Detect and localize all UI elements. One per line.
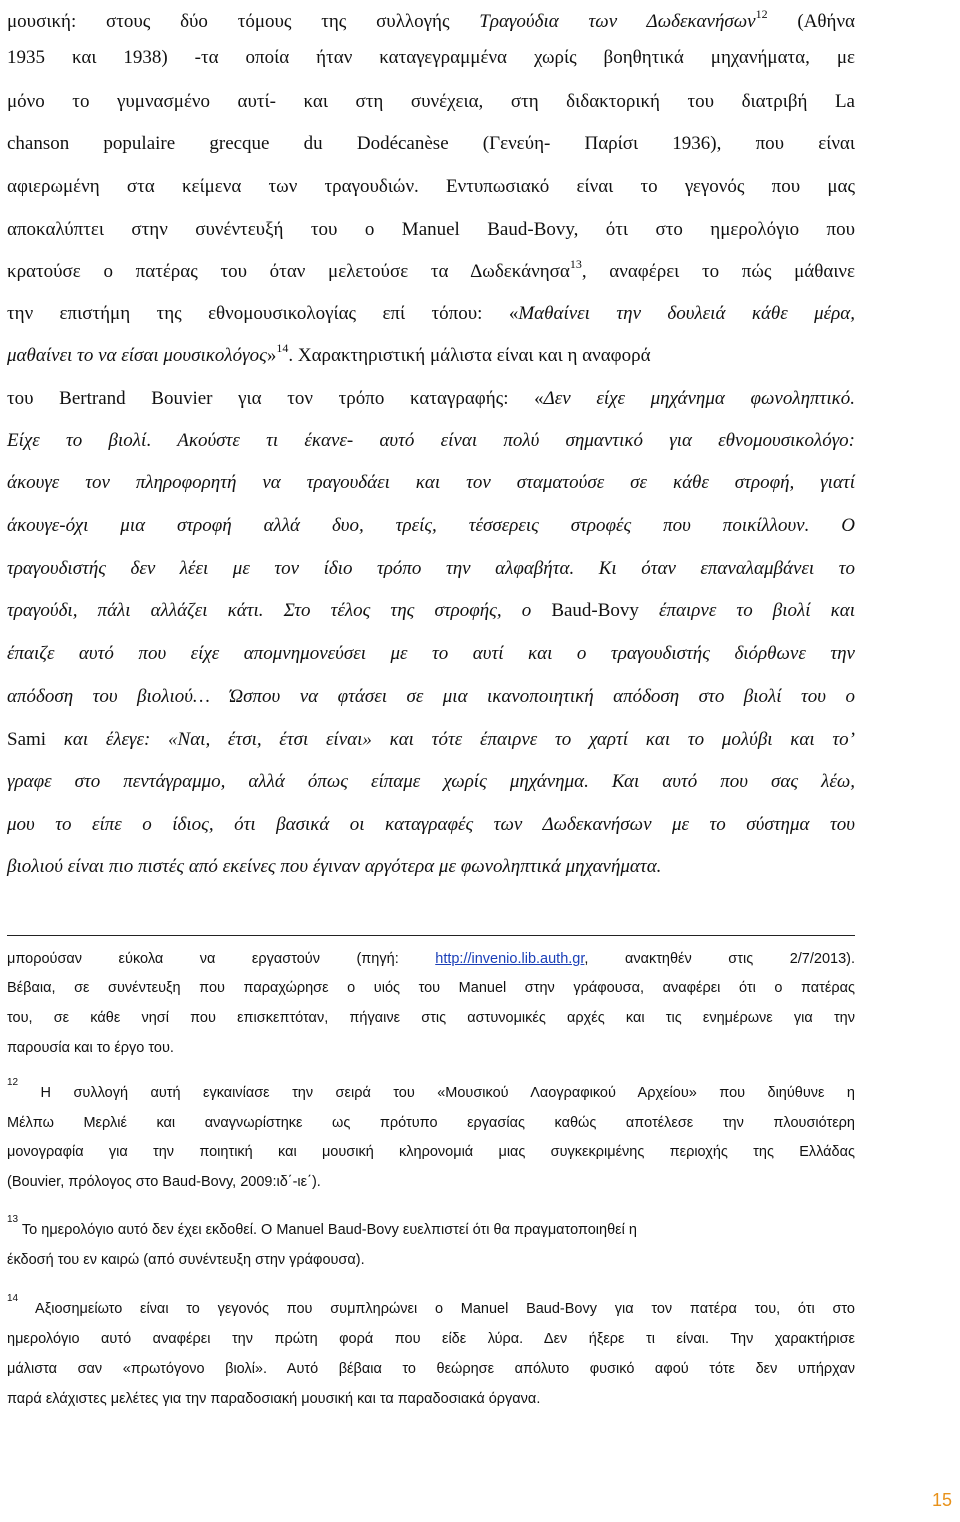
- footnote-line: Βέβαια, σε συνέντευξη που παραχώρησε ο υιός του Manuel στην γράφουσα, αναφέρει ότι ο πατέρας: [7, 980, 855, 996]
- body-line: αφιερωμένη στα κείμενα των τραγουδιών. Εντυπωσιακό είναι το γεγονός που μας: [7, 176, 855, 197]
- body-line: γραφε στο πεντάγραμμο, αλλά όπως είπαμε χωρίς μηχάνημα. Και αυτό που σας λέω,: [7, 771, 855, 792]
- footnote-number: 14: [7, 1293, 19, 1305]
- body-line: άκουγε τον πληροφορητή να τραγουδάει και τον σταματούσε σε κάθε στροφή, γιατί: [7, 472, 855, 493]
- body-line: κρατούσε ο πατέρας του όταν μελετούσε τα Δωδεκάνησα$^{13}$, αναφέρει το πώς μάθαινε: [7, 256, 855, 282]
- footnote-line: του, σε κάθε νησί που επισκεπτόταν, πήγαινε στις αστυνομικές αρχές και τις ενημέρωνε για την: [7, 1010, 855, 1026]
- body-line: βιολιού είναι πιο πιστές από εκείνες που έγιναν αργότερα με φωνοληπτικά μηχανήματα.: [7, 856, 662, 877]
- book-title: Τραγούδια των Δωδεκανήσων: [479, 11, 756, 32]
- footnote-12: $^{12}$ Η συλλογή αυτή εγκαινίασε την σειρά του «Μουσικού Λαογραφικού Αρχείου» που διηύθυνε η: [7, 1077, 855, 1101]
- footnote-line: έκδοσή του εν καιρώ (από συνέντευξη στην γράφουσα).: [7, 1252, 365, 1268]
- footnote-line: παρά ελάχιστες μελέτες για την παραδοσιακή μουσική και τα παραδοσιακά όργανα.: [7, 1391, 541, 1407]
- footnote-line: (Bouvier, πρόλογος στο Baud-Bovy, 2009:ιδ΄-ιε΄).: [7, 1174, 321, 1190]
- footnote-line: μονογραφία για την ποιητική και μουσική κληρονομιά μιας συγκεκριμένης περιοχής της Ελλάδας: [7, 1144, 855, 1160]
- source-link[interactable]: http://invenio.lib.auth.gr: [435, 951, 585, 967]
- body-line: μόνο το γυμνασμένο αυτί- και στη συνέχεια, στη διδακτορική του διατριβή La: [7, 91, 855, 112]
- body-line: την επιστήμη της εθνομουσικολογίας επί τόπου: «Μαθαίνει την δουλειά κάθε μέρα,: [7, 303, 856, 324]
- footnote-line: Μέλπω Μερλιέ και αναγνωρίστηκε ως πρότυπο εργασίας καθώς αποτέλεσε την πλουσιότερη: [7, 1115, 855, 1131]
- body-line: απόδοση του βιολιού… Ώσπου να φτάσει σε μια ικανοποιητική απόδοση στο βιολί του ο: [7, 686, 855, 707]
- footnote-13: $^{13}$ Το ημερολόγιο αυτό δεν έχει εκδοθεί. Ο Manuel Baud-Bovy ευελπιστεί ότι θα πραγματοποιηθεί η: [7, 1214, 637, 1238]
- footnote-ref-12[interactable]: 12: [755, 6, 768, 21]
- body-line: Sami και έλεγε: «Ναι, έτσι, έτσι είναι» και τότε έπαιρνε το χαρτί και το μολύβι και το’: [7, 729, 855, 750]
- body-line: μουσική: στους δύο τόμους της συλλογής Τραγούδια των Δωδεκανήσων$^{12}$ (Αθήνα: [7, 6, 856, 32]
- footnote-number: 12: [7, 1077, 19, 1089]
- body-line: έπαιζε αυτό που είχε απομνημονεύσει με το αυτί και ο τραγουδιστής διόρθωνε την: [7, 643, 855, 664]
- footnote-line: μπορούσαν εύκολα να εργαστούν (πηγή: http://invenio.lib.auth.gr, ανακτηθέν στις 2/7/2013).: [7, 951, 855, 967]
- body-line: τραγούδι, πάλι αλλάζει κάτι. Στο τέλος της στροφής, ο Baud-Bovy έπαιρνε το βιολί και: [7, 600, 855, 621]
- footnote-14: $^{14}$ Αξιοσημείωτο είναι το γεγονός που συμπληρώνει ο Manuel Baud-Bovy για τον πατέρα του, ότι στο: [7, 1293, 855, 1317]
- body-line: μου το είπε ο ίδιος, ότι βασικά οι καταγραφές των Δωδεκανήσων με το σύστημα του: [7, 814, 855, 835]
- footnote-line: ημερολόγιο αυτό αναφέρει την πρώτη φορά που είδε λύρα. Δεν ήξερε τι είναι. Την χαρακτήρισε: [7, 1331, 855, 1347]
- page-number: 15: [931, 1490, 952, 1510]
- body-line: άκουγε-όχι μια στροφή αλλά δυο, τρείς, τέσσερεις στροφές που ποικίλλουν. Ο: [7, 515, 855, 536]
- footnote-number: 13: [7, 1214, 19, 1226]
- footnote-ref-13[interactable]: 13: [569, 256, 582, 271]
- body-line: τραγουδιστής δεν λέει με τον ίδιο τρόπο την αλφαβήτα. Κι όταν επαναλαμβάνει το: [7, 558, 855, 579]
- body-line: Είχε το βιολί. Ακούστε τι έκανε- αυτό είναι πολύ σημαντικό για εθνομουσικολόγο:: [7, 430, 856, 451]
- body-line: μαθαίνει το να είσαι μουσικολόγος»$^{14}$. Χαρακτηριστική μάλιστα είναι και η αναφορά: [7, 340, 651, 366]
- body-line: chanson populaire grecque du Dodécanèse (Γενεύη- Παρίσι 1936), που είναι: [7, 133, 855, 154]
- footnote-line: μάλιστα σαν «πρωτόγονο βιολί». Αυτό βέβαια το θεώρησε απόλυτο φυσικό αφού τότε δεν υπήρχαν: [7, 1361, 855, 1377]
- body-line: αποκαλύπτει στην συνέντευξή του ο Manuel Baud-Bovy, ότι στο ημερολόγιο που: [7, 219, 855, 240]
- footnote-line: παρουσία και το έργο του.: [7, 1040, 174, 1056]
- body-line: 1935 και 1938) -τα οποία ήταν καταγεγραμμένα χωρίς βοηθητικά μηχανήματα, με: [7, 47, 855, 68]
- footnote-ref-14[interactable]: 14: [276, 340, 289, 355]
- body-line: του Bertrand Bouvier για τον τρόπο καταγραφής: «Δεν είχε μηχάνημα φωνοληπτικό.: [7, 388, 855, 409]
- footnote-separator: [7, 935, 855, 936]
